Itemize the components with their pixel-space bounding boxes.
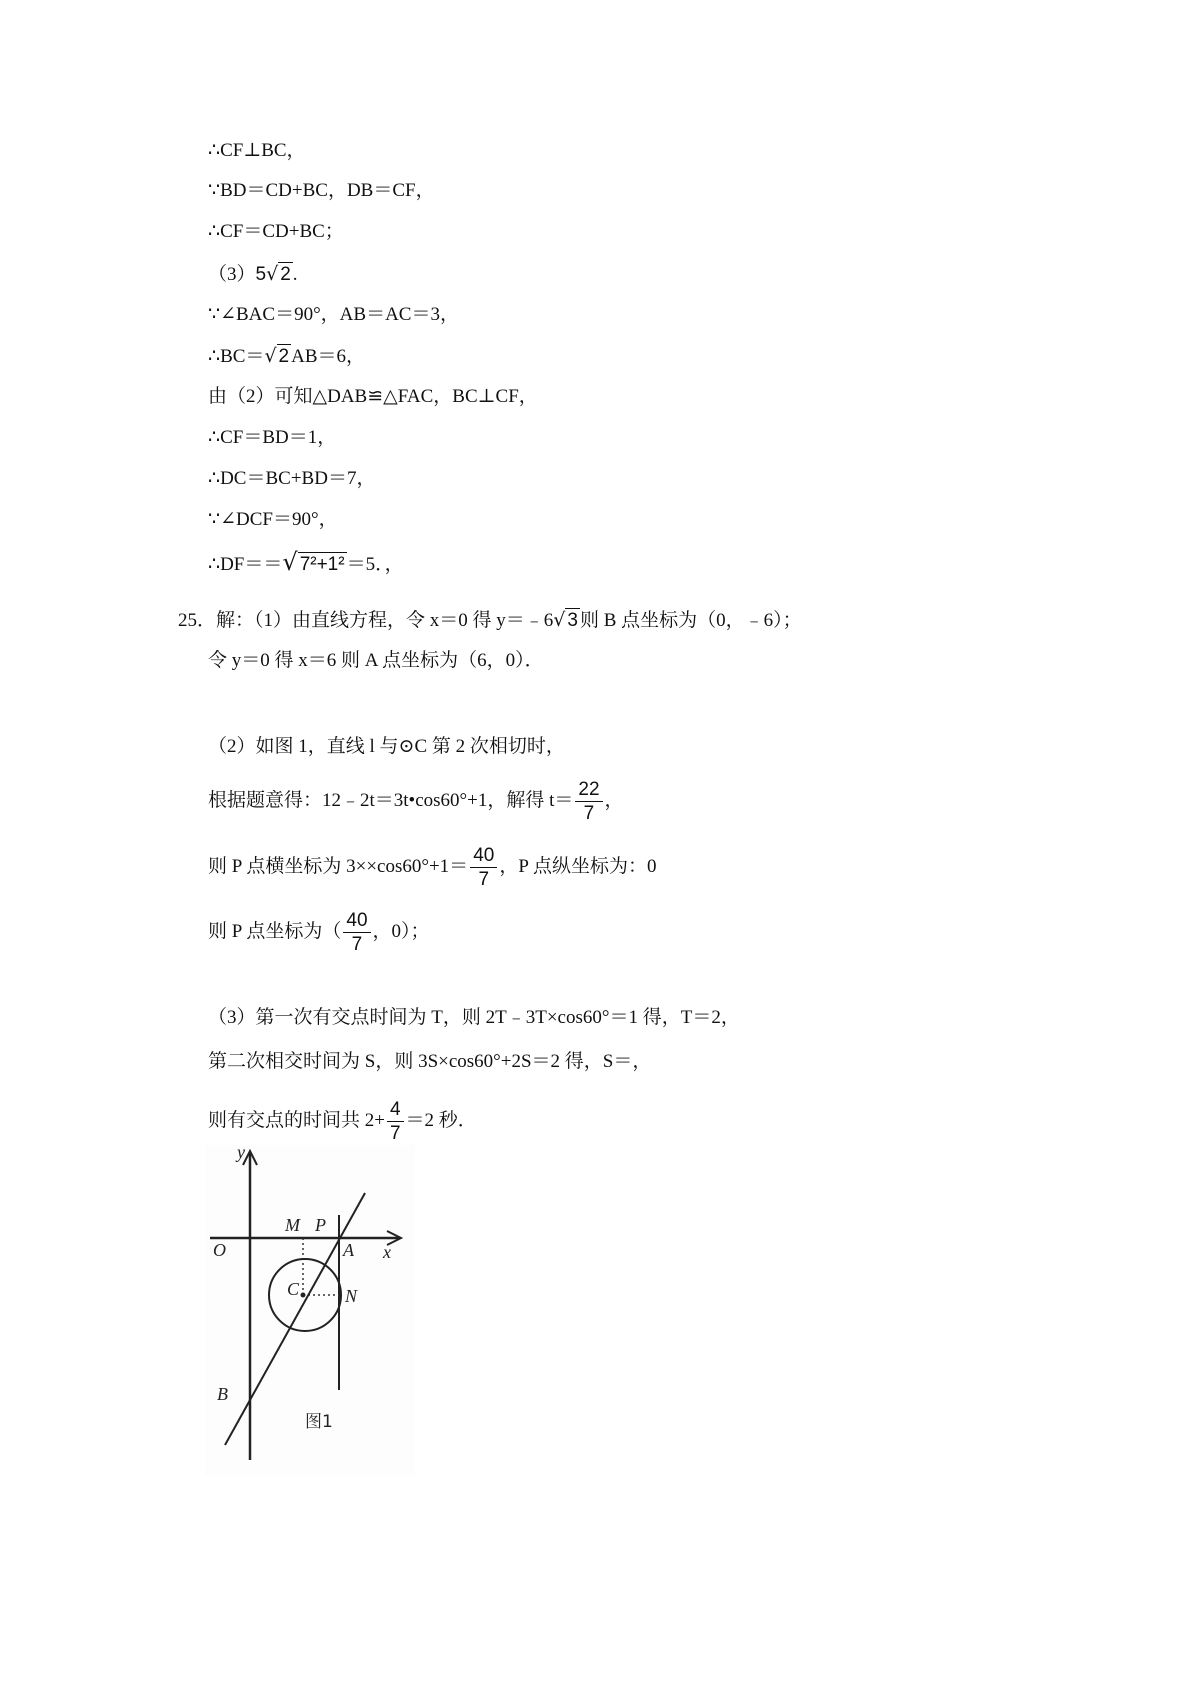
center-c-point	[301, 1293, 306, 1298]
label-a: A	[343, 1240, 354, 1260]
line-cf-perp-bc: ∴CF⊥BC，	[208, 140, 306, 161]
part2-d-end: ，0）；	[372, 920, 430, 942]
part2-d-text: 则 P 点坐标为（	[208, 920, 342, 942]
line-q25-1	[178, 608, 802, 633]
part3-period: .	[292, 264, 298, 285]
line-cf-eq: ∴CF＝CD+BC；	[208, 221, 344, 242]
bc-eq-pre: ∴BC＝	[208, 346, 265, 367]
frac-numerator: 40	[470, 846, 497, 868]
frac-denominator: 7	[583, 803, 595, 824]
sqrt-sum-squares: √ 7²+1²	[282, 548, 345, 576]
sqrt-radicand-d: 3	[567, 610, 578, 631]
sqrt-2-expr: √ 2	[266, 263, 291, 285]
line-part3-a: （3）第一次有交点时间为 T，则 2T﹣3T×cos60°＝1 得，T＝2，	[208, 1007, 740, 1028]
label-b: B	[217, 1384, 228, 1404]
line-bd-eq: ∵BD＝CD+BC，DB＝CF，	[208, 180, 435, 201]
line-dc-eq: ∴DC＝BC+BD＝7，	[208, 468, 376, 489]
sqrt-radicand: 2	[280, 264, 291, 285]
sqrt-2-expr-b: √ 2	[264, 345, 290, 367]
figure-1-diagram	[205, 1145, 415, 1475]
part3-c-end: ＝2 秒．	[405, 1109, 477, 1131]
part3-coef: 5	[255, 264, 267, 285]
part2-b-end: ，	[604, 789, 624, 811]
df-eq-pre: ∴DF＝＝	[208, 554, 283, 575]
line-df-eq	[208, 550, 404, 577]
label-x: x	[383, 1242, 391, 1262]
line-q25-2: 令 y＝0 得 x＝6 则 A 点坐标为（6，0）．	[208, 650, 544, 671]
question-number: 25．	[178, 610, 217, 631]
label-p: P	[315, 1215, 326, 1235]
frac-numerator: 4	[387, 1100, 404, 1122]
line-angle-bac: ∵∠BAC＝90°，AB＝AC＝3，	[208, 304, 459, 325]
q25-text-b: 则 B 点坐标为（0，﹣6）；	[579, 610, 802, 631]
label-y: y	[237, 1145, 245, 1162]
line-part3-b: 第二次相交时间为 S，则 3S×cos60°+2S＝2 得，S＝，	[208, 1051, 652, 1072]
q25-text-a: 解：（1）由直线方程，令 x＝0 得 y＝﹣6	[216, 610, 554, 631]
label-n: N	[345, 1286, 358, 1306]
line-part2-b	[208, 780, 624, 823]
line-part2-c	[208, 846, 656, 889]
part3-c-text: 则有交点的时间共 2+	[208, 1109, 385, 1131]
line-congruent: 由（2）可知△DAB≌△FAC，BC⊥CF，	[208, 386, 538, 407]
label-c: C	[287, 1279, 300, 1299]
frac-denominator: 7	[351, 934, 363, 955]
sqrt-radicand-c: 7²+1²	[299, 554, 345, 575]
bc-eq-post: AB＝6，	[291, 346, 366, 367]
sqrt-3-expr: √ 3	[553, 609, 578, 631]
part2-c-text: 则 P 点横坐标为 3××cos60°+1＝	[208, 855, 469, 877]
frac-denominator: 7	[389, 1123, 401, 1144]
line-part3-answer	[208, 262, 298, 287]
fraction-40-7	[470, 846, 497, 889]
line-angle-dcf: ∵∠DCF＝90°，	[208, 509, 338, 530]
fraction-40-7-b	[343, 911, 370, 954]
part3-label: （3）	[208, 264, 256, 285]
label-o: O	[213, 1240, 226, 1260]
frac-denominator: 7	[478, 869, 490, 890]
frac-numerator: 22	[575, 780, 602, 802]
label-m: M	[285, 1215, 300, 1235]
frac-numerator: 40	[343, 911, 370, 933]
part2-b-text: 根据题意得：12﹣2t＝3t•cos60°+1，解得 t＝	[208, 789, 574, 811]
line-cf-bd: ∴CF＝BD＝1，	[208, 427, 337, 448]
line-part3-c	[208, 1100, 477, 1143]
line-bc-eq	[208, 344, 365, 369]
fraction-22-7	[575, 780, 602, 823]
figure-caption: 图1	[305, 1412, 333, 1432]
df-eq-post: ＝5．，	[346, 554, 404, 575]
part2-c-end: ，P 点纵坐标为：0	[499, 855, 657, 877]
fraction-4-7	[387, 1100, 404, 1143]
sqrt-radicand-b: 2	[278, 346, 290, 367]
line-part2-a: （2）如图 1，直线 l 与⊙C 第 2 次相切时，	[208, 736, 565, 757]
line-part2-d	[208, 911, 430, 954]
